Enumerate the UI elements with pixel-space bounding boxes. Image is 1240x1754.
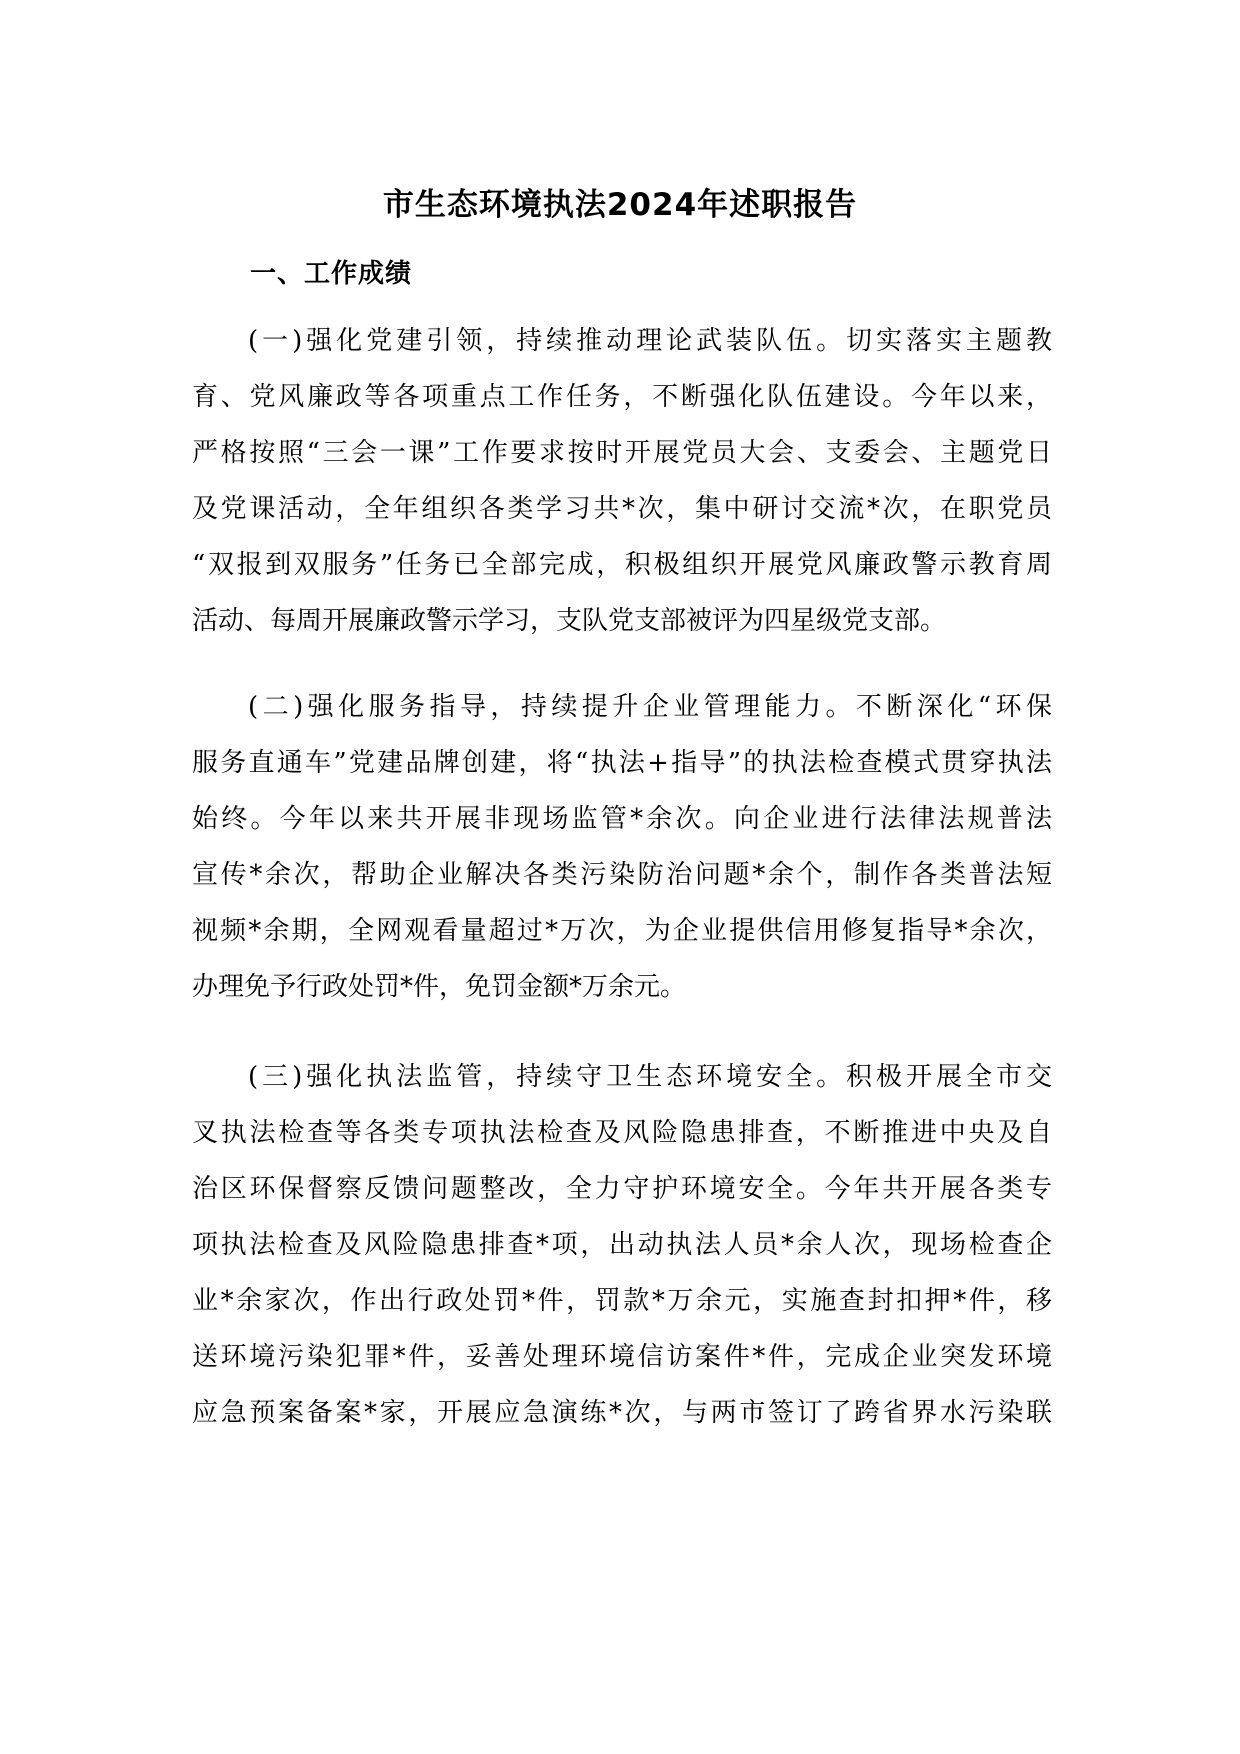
paragraph-line: 严格按照“三会一课”工作要求按时开展党员大会、支委会、主题党日 bbox=[192, 438, 1052, 468]
paragraph-law-enforcement bbox=[192, 1049, 1052, 1441]
paragraph-line: 叉执法检查等各类专项执法检查及风险隐患排查，不断推进中央及自 bbox=[192, 1118, 1052, 1148]
paragraph-line: 服务直通车”党建品牌创建，将“执法+指导”的执法检查模式贯穿执法 bbox=[192, 748, 1052, 778]
document-title: 市生态环境执法2024年述职报告 bbox=[382, 187, 858, 223]
paragraph-line: (三)强化执法监管，持续守卫生态环境安全。积极开展全市交 bbox=[248, 1062, 1052, 1092]
section-heading: 一、工作成绩 bbox=[250, 259, 413, 289]
paragraph-line: 送环境污染犯罪*件，妥善处理环境信访案件*件，完成企业突发环境 bbox=[192, 1342, 1052, 1372]
paragraph-line: 及党课活动，全年组织各类学习共*次，集中研讨交流*次，在职党员 bbox=[192, 494, 1052, 524]
paragraph-line: 应急预案备案*家，开展应急演练*次，与两市签订了跨省界水污染联 bbox=[192, 1398, 1052, 1428]
paragraph-line: 治区环保督察反馈问题整改，全力守护环境安全。今年共开展各类专 bbox=[192, 1174, 1052, 1204]
paragraph-line: (一)强化党建引领，持续推动理论武装队伍。切实落实主题教 bbox=[248, 326, 1052, 356]
paragraph-line: 视频*余期，全网观看量超过*万次，为企业提供信用修复指导*余次， bbox=[192, 916, 1052, 946]
paragraph-line: 业*余家次，作出行政处罚*件，罚款*万余元，实施查封扣押*件，移 bbox=[192, 1286, 1052, 1316]
paragraph-line: 办理免予行政处罚*件，免罚金额*万余元。 bbox=[192, 972, 687, 1002]
paragraph-line: 育、党风廉政等各项重点工作任务，不断强化队伍建设。今年以来， bbox=[192, 382, 1052, 412]
paragraph-line: (二)强化服务指导，持续提升企业管理能力。不断深化“环保 bbox=[248, 692, 1052, 722]
paragraph-line: “双报到双服务”任务已全部完成，积极组织开展党风廉政警示教育周 bbox=[192, 550, 1052, 580]
paragraph-line: 宣传*余次，帮助企业解决各类污染防治问题*余个，制作各类普法短 bbox=[192, 860, 1052, 890]
paragraph-line: 始终。今年以来共开展非现场监管*余次。向企业进行法律法规普法 bbox=[192, 804, 1052, 834]
paragraph-service-guidance bbox=[192, 679, 1052, 1015]
paragraph-line: 活动、每周开展廉政警示学习，支队党支部被评为四星级党支部。 bbox=[192, 606, 947, 636]
paragraph-line: 项执法检查及风险隐患排查*项，出动执法人员*余人次，现场检查企 bbox=[192, 1230, 1052, 1260]
paragraph-party-building bbox=[192, 313, 1052, 649]
